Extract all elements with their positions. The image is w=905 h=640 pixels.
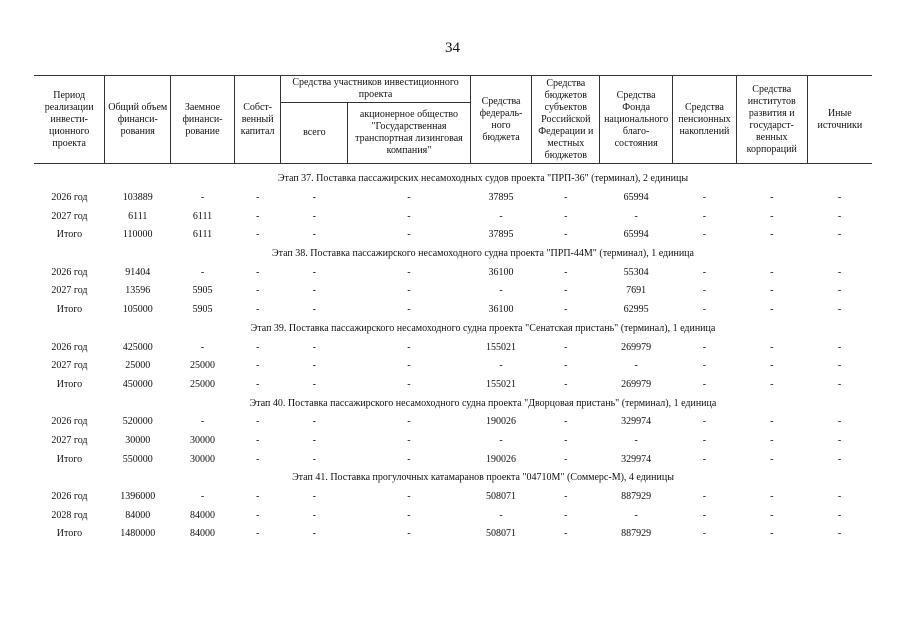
table-body bbox=[34, 164, 872, 544]
value-cell: - bbox=[312, 304, 316, 316]
value-cell: - bbox=[312, 192, 316, 204]
value-cell: - bbox=[407, 491, 411, 503]
value-cell: 1480000 bbox=[120, 528, 156, 540]
value-cell: - bbox=[770, 341, 774, 353]
value-cell: - bbox=[564, 416, 568, 428]
value-cell: 155021 bbox=[486, 378, 517, 390]
value-cell: 36100 bbox=[488, 266, 514, 278]
value-cell: - bbox=[837, 341, 842, 353]
value-cell: - bbox=[255, 491, 260, 503]
value-cell: - bbox=[312, 528, 316, 540]
value-cell: - bbox=[255, 378, 260, 390]
value-cell: - bbox=[255, 416, 260, 428]
stage-title: Этап 40. Поставка пассажирского несамоходного судна проекта "Дворцовая пристань" (терминал), 1 единица bbox=[249, 397, 717, 409]
value-cell: - bbox=[702, 453, 707, 465]
value-cell: - bbox=[770, 453, 774, 465]
value-cell: 91404 bbox=[125, 266, 151, 278]
value-cell: - bbox=[499, 509, 503, 521]
table-row bbox=[34, 506, 872, 525]
value-cell: - bbox=[702, 285, 707, 297]
value-cell: 25000 bbox=[190, 360, 215, 372]
value-cell: 30000 bbox=[125, 434, 151, 446]
period-cell: 2026 год bbox=[51, 416, 88, 428]
value-cell: - bbox=[702, 434, 707, 446]
value-cell: 25000 bbox=[190, 378, 215, 390]
table-row bbox=[34, 226, 872, 245]
value-cell: 520000 bbox=[122, 416, 153, 428]
period-cell: Итого bbox=[56, 378, 83, 390]
value-cell: - bbox=[634, 509, 638, 521]
value-cell: - bbox=[312, 378, 316, 390]
value-cell: - bbox=[255, 341, 260, 353]
value-cell: - bbox=[200, 491, 205, 503]
value-cell: - bbox=[837, 453, 842, 465]
period-cell: 2026 год bbox=[51, 491, 88, 503]
stage-title-row bbox=[34, 320, 872, 339]
table-row bbox=[34, 263, 872, 282]
period-cell: 2027 год bbox=[51, 360, 88, 372]
value-cell: - bbox=[312, 266, 316, 278]
value-cell: - bbox=[770, 210, 774, 222]
header-pension: Средства пенсионных накоплений bbox=[673, 76, 737, 164]
value-cell: - bbox=[837, 304, 842, 316]
period-cell: Итого bbox=[56, 304, 83, 316]
value-cell: - bbox=[407, 304, 411, 316]
value-cell: - bbox=[702, 509, 707, 521]
value-cell: - bbox=[702, 528, 707, 540]
table-row bbox=[34, 189, 872, 208]
value-cell: - bbox=[407, 416, 411, 428]
value-cell: - bbox=[702, 304, 707, 316]
value-cell: - bbox=[407, 210, 411, 222]
period-cell: Итого bbox=[56, 528, 83, 540]
value-cell: - bbox=[564, 341, 568, 353]
value-cell: - bbox=[564, 285, 568, 297]
value-cell: - bbox=[702, 229, 707, 241]
value-cell: 13596 bbox=[125, 285, 151, 297]
table-row bbox=[34, 432, 872, 451]
value-cell: - bbox=[312, 416, 316, 428]
value-cell: - bbox=[634, 434, 638, 446]
header-period: Период реализации инвести-ционного проекта bbox=[34, 76, 105, 164]
value-cell: 5905 bbox=[192, 304, 213, 316]
value-cell: - bbox=[702, 378, 707, 390]
value-cell: 7691 bbox=[626, 285, 647, 297]
value-cell: - bbox=[770, 509, 774, 521]
value-cell: 37895 bbox=[488, 229, 514, 241]
value-cell: 190026 bbox=[486, 453, 517, 465]
value-cell: 508071 bbox=[486, 528, 517, 540]
stage-title: Этап 37. Поставка пассажирских несамоходных судов проекта "ПРП-36" (терминал), 2 единицы bbox=[277, 173, 689, 185]
value-cell: - bbox=[407, 341, 411, 353]
value-cell: - bbox=[312, 491, 316, 503]
value-cell: - bbox=[255, 528, 260, 540]
value-cell: - bbox=[255, 285, 260, 297]
value-cell: - bbox=[837, 285, 842, 297]
value-cell: 65994 bbox=[623, 192, 649, 204]
value-cell: 887929 bbox=[621, 491, 652, 503]
value-cell: 5905 bbox=[192, 285, 213, 297]
value-cell: - bbox=[255, 229, 260, 241]
value-cell: 1396000 bbox=[120, 491, 156, 503]
header-total: Общий объем финанси-рования bbox=[105, 76, 171, 164]
period-cell: 2027 год bbox=[51, 210, 88, 222]
value-cell: 508071 bbox=[486, 491, 517, 503]
value-cell: - bbox=[255, 210, 260, 222]
value-cell: 65994 bbox=[623, 229, 649, 241]
stage-title: Этап 41. Поставка прогулочных катамаранов проекта "04710М" (Соммерс-М), 4 единицы bbox=[292, 472, 674, 484]
value-cell: - bbox=[770, 378, 774, 390]
value-cell: 6111 bbox=[192, 210, 213, 222]
header-participants: Средства участников инвестиционного проекта bbox=[281, 76, 470, 103]
table-row bbox=[34, 525, 872, 544]
value-cell: - bbox=[770, 229, 774, 241]
value-cell: - bbox=[564, 491, 568, 503]
value-cell: - bbox=[407, 229, 411, 241]
value-cell: 550000 bbox=[122, 453, 153, 465]
value-cell: - bbox=[312, 341, 316, 353]
table-row bbox=[34, 413, 872, 432]
value-cell: - bbox=[564, 266, 568, 278]
stage-title-row bbox=[34, 469, 872, 488]
value-cell: - bbox=[407, 285, 411, 297]
stage-title-row bbox=[34, 170, 872, 189]
value-cell: - bbox=[837, 416, 842, 428]
value-cell: - bbox=[312, 360, 316, 372]
value-cell: - bbox=[702, 416, 707, 428]
value-cell: - bbox=[564, 509, 568, 521]
value-cell: - bbox=[499, 285, 503, 297]
value-cell: - bbox=[837, 528, 842, 540]
value-cell: - bbox=[770, 434, 774, 446]
header-own-capital: Собст-венный капитал bbox=[234, 76, 281, 164]
header-nwf: Средства Фонда национального благо-состояния bbox=[600, 76, 673, 164]
value-cell: - bbox=[407, 360, 411, 372]
value-cell: - bbox=[255, 266, 260, 278]
value-cell: 30000 bbox=[190, 434, 215, 446]
value-cell: - bbox=[564, 192, 568, 204]
value-cell: 269979 bbox=[621, 378, 652, 390]
stage-title-row bbox=[34, 394, 872, 413]
stage-title: Этап 38. Поставка пассажирского несамоходного судна проекта "ПРП-44М" (терминал), 1 единица bbox=[272, 248, 694, 260]
value-cell: - bbox=[499, 360, 503, 372]
header-other: Иные источники bbox=[807, 76, 872, 164]
page-number: 34 bbox=[445, 40, 460, 56]
value-cell: - bbox=[837, 210, 842, 222]
table-row bbox=[34, 207, 872, 226]
value-cell: - bbox=[407, 434, 411, 446]
stage-title-row bbox=[34, 245, 872, 264]
header-borrowed: Заемное финанси-рование bbox=[171, 76, 235, 164]
value-cell: - bbox=[837, 266, 842, 278]
value-cell: - bbox=[837, 229, 842, 241]
value-cell: - bbox=[407, 509, 411, 521]
value-cell: - bbox=[837, 491, 842, 503]
value-cell: - bbox=[770, 491, 774, 503]
value-cell: - bbox=[255, 453, 260, 465]
value-cell: - bbox=[564, 304, 568, 316]
value-cell: - bbox=[564, 528, 568, 540]
value-cell: - bbox=[770, 266, 774, 278]
value-cell: 103889 bbox=[122, 192, 153, 204]
value-cell: 62995 bbox=[623, 304, 649, 316]
value-cell: - bbox=[407, 266, 411, 278]
value-cell: - bbox=[255, 509, 260, 521]
header-institutes: Средства институтов развития и государст-венных корпораций bbox=[736, 76, 807, 164]
value-cell: 887929 bbox=[621, 528, 652, 540]
header-regional: Средства бюджетов субъектов Российской Федерации и местных бюджетов bbox=[532, 76, 600, 164]
value-cell: - bbox=[702, 266, 707, 278]
period-cell: 2026 год bbox=[51, 192, 88, 204]
value-cell: - bbox=[564, 360, 568, 372]
value-cell: 425000 bbox=[122, 341, 153, 353]
value-cell: - bbox=[312, 509, 316, 521]
value-cell: - bbox=[770, 285, 774, 297]
table-row bbox=[34, 488, 872, 507]
table-header bbox=[34, 76, 872, 164]
value-cell: 25000 bbox=[125, 360, 151, 372]
value-cell: - bbox=[837, 360, 842, 372]
value-cell: - bbox=[770, 192, 774, 204]
table-row bbox=[34, 282, 872, 301]
value-cell: 329974 bbox=[621, 453, 652, 465]
value-cell: - bbox=[312, 229, 316, 241]
value-cell: 37895 bbox=[488, 192, 514, 204]
value-cell: - bbox=[200, 341, 205, 353]
value-cell: - bbox=[837, 192, 842, 204]
table-row bbox=[34, 301, 872, 320]
value-cell: 269979 bbox=[621, 341, 652, 353]
value-cell: 30000 bbox=[190, 453, 215, 465]
value-cell: - bbox=[770, 304, 774, 316]
value-cell: - bbox=[634, 360, 638, 372]
value-cell: - bbox=[634, 210, 638, 222]
value-cell: - bbox=[407, 528, 411, 540]
value-cell: 110000 bbox=[122, 229, 153, 241]
value-cell: - bbox=[200, 192, 205, 204]
value-cell: - bbox=[702, 192, 707, 204]
value-cell: - bbox=[564, 434, 568, 446]
value-cell: - bbox=[499, 210, 503, 222]
value-cell: - bbox=[255, 360, 260, 372]
header-participants-gtlk: акционерное общество "Государственная транспортная лизинговая компания" bbox=[348, 103, 470, 164]
period-cell: 2027 год bbox=[51, 285, 88, 297]
value-cell: - bbox=[312, 453, 316, 465]
value-cell: - bbox=[564, 210, 568, 222]
value-cell: 450000 bbox=[122, 378, 153, 390]
value-cell: - bbox=[770, 360, 774, 372]
value-cell: 84000 bbox=[190, 509, 215, 521]
period-cell: 2028 год bbox=[51, 509, 88, 521]
value-cell: - bbox=[702, 491, 707, 503]
value-cell: - bbox=[837, 378, 842, 390]
value-cell: 6111 bbox=[192, 229, 213, 241]
value-cell: 36100 bbox=[488, 304, 514, 316]
value-cell: - bbox=[407, 192, 411, 204]
value-cell: - bbox=[255, 434, 260, 446]
period-cell: 2027 год bbox=[51, 434, 88, 446]
table-row bbox=[34, 357, 872, 376]
value-cell: - bbox=[312, 434, 316, 446]
value-cell: - bbox=[770, 416, 774, 428]
header-participants-total: всего bbox=[281, 103, 348, 164]
value-cell: 190026 bbox=[486, 416, 517, 428]
value-cell: - bbox=[255, 192, 260, 204]
value-cell: - bbox=[407, 378, 411, 390]
value-cell: 155021 bbox=[486, 341, 517, 353]
table-row bbox=[34, 376, 872, 395]
period-cell: 2026 год bbox=[51, 341, 88, 353]
period-cell: 2026 год bbox=[51, 266, 88, 278]
value-cell: 55304 bbox=[623, 266, 649, 278]
value-cell: - bbox=[837, 434, 842, 446]
value-cell: - bbox=[499, 434, 503, 446]
value-cell: - bbox=[407, 453, 411, 465]
financing-table bbox=[34, 75, 872, 544]
table-row bbox=[34, 450, 872, 469]
value-cell: - bbox=[312, 285, 316, 297]
value-cell: - bbox=[702, 210, 707, 222]
value-cell: 6111 bbox=[128, 210, 148, 222]
value-cell: - bbox=[702, 360, 707, 372]
period-cell: Итого bbox=[56, 453, 83, 465]
value-cell: 105000 bbox=[122, 304, 153, 316]
value-cell: 84000 bbox=[125, 509, 151, 521]
value-cell: - bbox=[564, 378, 568, 390]
value-cell: - bbox=[255, 304, 260, 316]
value-cell: - bbox=[200, 266, 205, 278]
value-cell: 329974 bbox=[621, 416, 652, 428]
period-cell: Итого bbox=[56, 229, 83, 241]
stage-title: Этап 39. Поставка пассажирского несамоходного судна проекта "Сенатская пристань" (терминал), 1 единица bbox=[250, 322, 716, 334]
header-federal: Средства федераль-ного бюджета bbox=[470, 76, 532, 164]
value-cell: - bbox=[702, 341, 707, 353]
value-cell: - bbox=[770, 528, 774, 540]
value-cell: - bbox=[564, 229, 568, 241]
table-row bbox=[34, 338, 872, 357]
value-cell: - bbox=[200, 416, 205, 428]
value-cell: - bbox=[564, 453, 568, 465]
value-cell: 84000 bbox=[190, 528, 215, 540]
value-cell: - bbox=[312, 210, 316, 222]
value-cell: - bbox=[837, 509, 842, 521]
